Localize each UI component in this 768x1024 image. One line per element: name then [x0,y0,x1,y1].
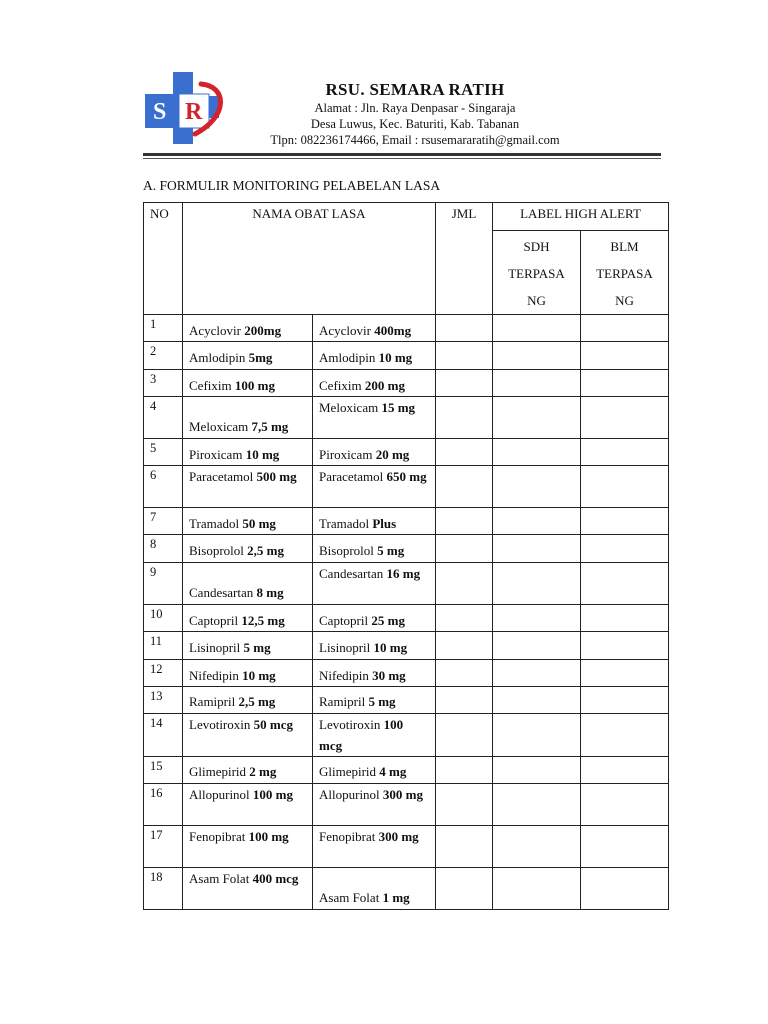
drug-dose: 16 mg [386,566,421,581]
drug-name: Nifedipin [319,668,369,683]
row-number: 7 [144,508,183,535]
drug-name-cell-1 [183,315,313,342]
drug-dose: 50 mcg [253,717,293,732]
belum-terpasang-cell[interactable] [581,315,669,342]
drug-name: Allopurinol [319,787,380,802]
hospital-name: RSU. SEMARA RATIH [325,80,505,99]
jumlah-cell[interactable] [436,687,493,714]
drug-name: Glimepirid [319,764,377,779]
belum-terpasang-cell[interactable] [581,714,669,757]
drug-name: Candesartan [189,585,254,600]
sudah-terpasang-cell[interactable] [493,660,581,687]
drug-name: Piroxicam [319,447,373,462]
drug-name-cell-1 [183,714,313,757]
drug-name-cell-2 [313,315,436,342]
drug-name: Meloxicam [319,400,379,415]
letterhead-divider-thin [143,158,661,159]
drug-dose: 5 mg [377,543,405,558]
jumlah-cell[interactable] [436,632,493,660]
table-row [144,687,669,714]
belum-terpasang-cell[interactable] [581,605,669,632]
drug-name-cell-2 [313,508,436,535]
drug-dose: 650 mg [386,469,427,484]
belum-terpasang-cell[interactable] [581,784,669,826]
drug-dose: 7,5 mg [251,419,289,434]
drug-name-cell-1 [183,868,313,910]
jumlah-cell[interactable] [436,508,493,535]
table-row [144,868,669,910]
row-number: 11 [144,632,183,660]
drug-name-cell-1 [183,563,313,605]
drug-name: Piroxicam [189,447,243,462]
belum-terpasang-cell[interactable] [581,466,669,508]
jumlah-cell[interactable] [436,342,493,370]
blm-line-1: BLM [610,239,639,254]
drug-name: Cefixim [319,378,362,393]
table-row [144,370,669,397]
jumlah-cell[interactable] [436,315,493,342]
col-header-nama-obat: NAMA OBAT LASA [183,203,436,315]
hospital-logo [143,72,227,144]
drug-name-cell-1 [183,632,313,660]
row-number: 8 [144,535,183,563]
drug-name: Asam Folat [319,890,380,905]
drug-name-cell-2 [313,605,436,632]
drug-name-cell-1 [183,370,313,397]
letterhead [250,80,580,148]
jumlah-cell[interactable] [436,605,493,632]
jumlah-cell[interactable] [436,535,493,563]
drug-name-cell-2 [313,439,436,466]
drug-name-cell-1 [183,757,313,784]
drug-name-cell-1 [183,439,313,466]
col-header-label-high-alert: LABEL HIGH ALERT [493,203,669,231]
lasa-monitoring-table [143,202,669,910]
jumlah-cell[interactable] [436,563,493,605]
sudah-terpasang-cell[interactable] [493,868,581,910]
row-number: 14 [144,714,183,757]
drug-dose: 300 mg [378,829,419,844]
drug-dose: 400 mcg [252,871,299,886]
contact-line: Tlpn: 082236174466, Email : rsusemararatih@gmail.com [270,133,560,147]
jumlah-cell[interactable] [436,784,493,826]
drug-dose: 100 mg [248,829,289,844]
jumlah-cell[interactable] [436,660,493,687]
sudah-terpasang-cell[interactable] [493,632,581,660]
drug-dose: 15 mg [381,400,416,415]
drug-name-cell-2 [313,660,436,687]
drug-name-cell-2 [313,342,436,370]
drug-dose: 50 mg [242,516,276,531]
belum-terpasang-cell[interactable] [581,757,669,784]
table-row [144,397,669,439]
table-row [144,784,669,826]
drug-name: Paracetamol [189,469,254,484]
drug-name-cell-1 [183,784,313,826]
drug-name: Allopurinol [189,787,250,802]
sudah-terpasang-cell[interactable] [493,466,581,508]
drug-name-cell-1 [183,826,313,868]
blm-line-2: TERPASA [596,266,653,281]
svg-text:R: R [185,99,203,125]
table-row [144,826,669,868]
drug-name-cell-1 [183,342,313,370]
drug-name: Ramipril [189,694,236,709]
drug-name-cell-1 [183,397,313,439]
table-row [144,605,669,632]
drug-dose: 10 mg [378,350,413,365]
sudah-terpasang-cell[interactable] [493,370,581,397]
drug-dose: 10 mg [242,668,276,683]
drug-dose: 30 mg [372,668,406,683]
drug-dose: 100 mg [234,378,275,393]
sudah-terpasang-cell[interactable] [493,535,581,563]
drug-name-cell-2 [313,563,436,605]
drug-name-cell-1 [183,508,313,535]
drug-dose: 5 mg [243,640,271,655]
address-line-2: Desa Luwus, Kec. Baturiti, Kab. Tabanan [310,117,520,131]
drug-name: Cefixim [189,378,232,393]
drug-name: Fenopibrat [319,829,376,844]
drug-name: Acyclovir [319,323,371,338]
drug-dose: 8 mg [256,585,284,600]
drug-dose: 100 mcg [319,717,404,753]
belum-terpasang-cell[interactable] [581,563,669,605]
drug-dose: 400mg [374,323,412,338]
drug-name: Levotiroxin [319,717,381,732]
drug-name: Meloxicam [189,419,249,434]
drug-name: Glimepirid [189,764,247,779]
drug-dose: 4 mg [379,764,407,779]
drug-name: Amlodipin [319,350,376,365]
drug-name: Bisoprolol [189,543,244,558]
letterhead-divider-thick [143,153,661,156]
sudah-terpasang-cell[interactable] [493,687,581,714]
row-number: 12 [144,660,183,687]
belum-terpasang-cell[interactable] [581,660,669,687]
drug-dose: 5mg [248,350,273,365]
jumlah-cell[interactable] [436,466,493,508]
drug-name: Ramipril [319,694,366,709]
sudah-terpasang-cell[interactable] [493,757,581,784]
belum-terpasang-cell[interactable] [581,826,669,868]
row-number: 16 [144,784,183,826]
jumlah-cell[interactable] [436,714,493,757]
table-row [144,315,669,342]
belum-terpasang-cell[interactable] [581,687,669,714]
jumlah-cell[interactable] [436,757,493,784]
drug-name-cell-1 [183,660,313,687]
table-row [144,714,669,757]
drug-name: Captopril [319,613,369,628]
sudah-terpasang-cell[interactable] [493,563,581,605]
drug-name: Levotiroxin [189,717,251,732]
belum-terpasang-cell[interactable] [581,868,669,910]
drug-name-cell-2 [313,632,436,660]
drug-name: Paracetamol [319,469,384,484]
drug-name-cell-1 [183,535,313,563]
drug-dose: 500 mg [256,469,297,484]
row-number: 18 [144,868,183,910]
sdh-line-1: SDH [523,239,550,254]
sudah-terpasang-cell[interactable] [493,714,581,757]
drug-dose: 200mg [244,323,282,338]
drug-dose: 100 mg [252,787,294,802]
row-number: 9 [144,563,183,605]
drug-name-cell-2 [313,714,436,757]
belum-terpasang-cell[interactable] [581,632,669,660]
blm-line-3: NG [615,293,634,308]
row-number: 13 [144,687,183,714]
drug-name-cell-2 [313,370,436,397]
svg-text:S: S [153,99,167,125]
drug-dose: 10 mg [245,447,280,462]
drug-name-cell-2 [313,687,436,714]
sudah-terpasang-cell[interactable] [493,784,581,826]
sdh-line-3: NG [527,293,546,308]
belum-terpasang-cell[interactable] [581,397,669,439]
drug-name-cell-2 [313,826,436,868]
table-row [144,535,669,563]
drug-dose: 20 mg [375,447,410,462]
sudah-terpasang-cell[interactable] [493,605,581,632]
header-row [144,203,669,231]
belum-terpasang-cell[interactable] [581,342,669,370]
drug-name-cell-2 [313,397,436,439]
col-header-sudah-terpasang [493,231,581,315]
sudah-terpasang-cell[interactable] [493,342,581,370]
drug-name-cell-2 [313,535,436,563]
drug-name: Acyclovir [189,323,241,338]
drug-name-cell-2 [313,784,436,826]
table-row [144,439,669,466]
col-header-jml: JML [436,203,493,315]
drug-name-cell-1 [183,605,313,632]
drug-dose: 25 mg [371,613,405,628]
drug-dose: 5 mg [368,694,396,709]
drug-name-cell-1 [183,687,313,714]
table-row [144,508,669,535]
drug-dose: 2 mg [249,764,277,779]
sudah-terpasang-cell[interactable] [493,439,581,466]
row-number: 2 [144,342,183,370]
drug-name: Fenopibrat [189,829,246,844]
table-row [144,342,669,370]
row-number: 3 [144,370,183,397]
drug-dose: 300 mg [382,787,424,802]
drug-name-cell-1 [183,466,313,508]
row-number: 6 [144,466,183,508]
row-number: 4 [144,397,183,439]
row-number: 5 [144,439,183,466]
drug-name: Lisinopril [189,640,241,655]
drug-name: Tramadol [319,516,370,531]
belum-terpasang-cell[interactable] [581,439,669,466]
drug-dose: Plus [372,516,397,531]
jumlah-cell[interactable] [436,826,493,868]
drug-name: Amlodipin [189,350,246,365]
table-row [144,563,669,605]
drug-dose: 1 mg [382,890,410,905]
drug-name: Bisoprolol [319,543,374,558]
belum-terpasang-cell[interactable] [581,535,669,563]
drug-name: Candesartan [319,566,384,581]
drug-name: Nifedipin [189,668,239,683]
drug-name-cell-2 [313,466,436,508]
drug-name: Asam Folat [189,871,250,886]
sudah-terpasang-cell[interactable] [493,508,581,535]
drug-dose: 200 mg [364,378,405,393]
col-header-belum-terpasang [581,231,669,315]
drug-dose: 2,5 mg [247,543,284,558]
drug-name: Tramadol [189,516,240,531]
drug-dose: 10 mg [373,640,408,655]
table-row [144,757,669,784]
sudah-terpasang-cell[interactable] [493,315,581,342]
row-number: 1 [144,315,183,342]
table-row [144,660,669,687]
form-title: A. FORMULIR MONITORING PELABELAN LASA [143,178,441,193]
sudah-terpasang-cell[interactable] [493,826,581,868]
drug-name-cell-2 [313,757,436,784]
drug-name: Lisinopril [319,640,371,655]
sudah-terpasang-cell[interactable] [493,397,581,439]
sdh-line-2: TERPASA [508,266,565,281]
table-row [144,466,669,508]
jumlah-cell[interactable] [436,397,493,439]
address-line-1: Alamat : Jln. Raya Denpasar - Singaraja [314,101,516,115]
table-row [144,632,669,660]
col-header-no: NO [144,203,183,315]
drug-dose: 2,5 mg [238,694,276,709]
belum-terpasang-cell[interactable] [581,508,669,535]
jumlah-cell[interactable] [436,439,493,466]
jumlah-cell[interactable] [436,868,493,910]
belum-terpasang-cell[interactable] [581,370,669,397]
row-number: 17 [144,826,183,868]
drug-name: Captopril [189,613,239,628]
drug-dose: 12,5 mg [241,613,285,628]
drug-name-cell-2 [313,868,436,910]
jumlah-cell[interactable] [436,370,493,397]
row-number: 15 [144,757,183,784]
row-number: 10 [144,605,183,632]
